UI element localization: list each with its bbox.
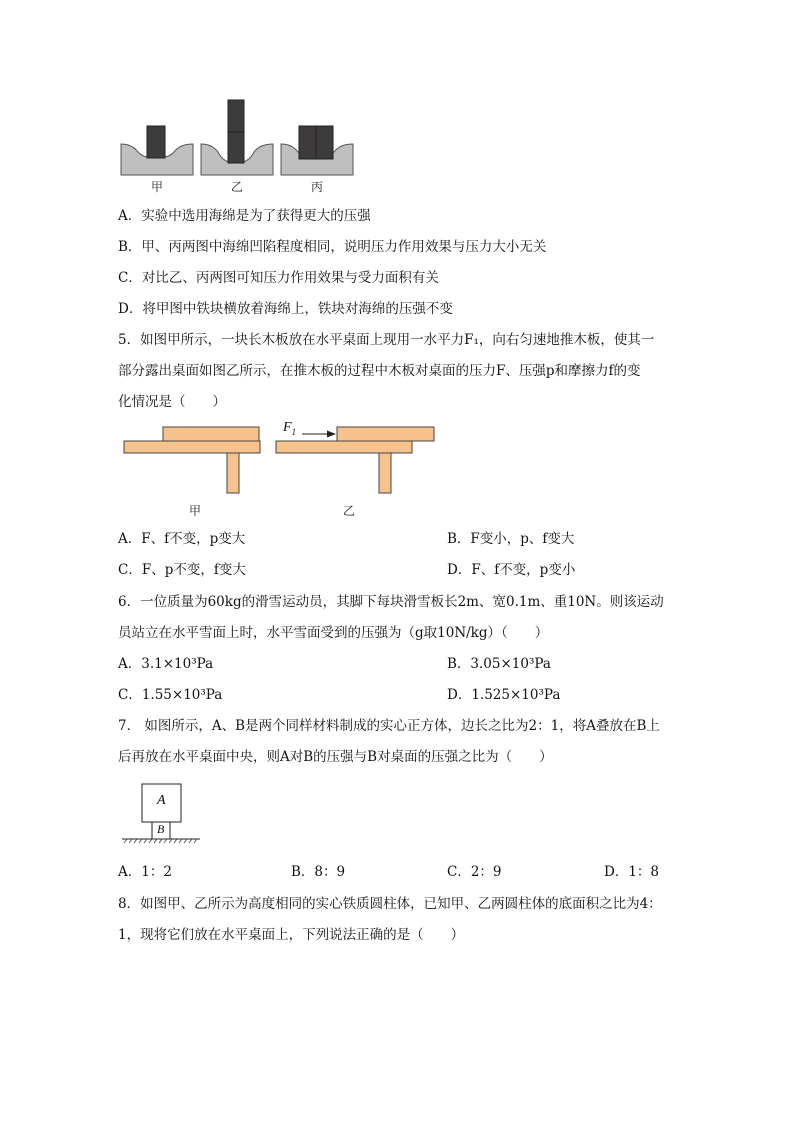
sponge-yi [201,100,273,175]
q6-option-b: B．3.05×10³Pa [447,656,551,672]
q7-option-b: B．8：9 [291,864,346,880]
q7-option-c: C．2：9 [447,864,502,880]
q6-stem-line-1: 6．一位质量为60kg的滑雪运动员，其脚下每块滑雪板长2m、宽0.1m、重10N。则该运动 [118,594,664,610]
q6-option-c: C．1.55×10³Pa [118,687,223,703]
q6-stem-line-2: 员站立在水平雪面上时，水平雪面受到的压强为（g取10N/kg）（ ） [118,625,549,641]
q4-option-b: B．甲、丙两图中海绵凹陷程度相同，说明压力作用效果与压力大小无关 [118,239,547,255]
cube-a-label: A [157,793,166,808]
q7-option-d: D．1：8 [604,864,660,880]
q6-option-a: A．3.1×10³Pa [118,656,214,672]
q7-stem-line-2: 后再放在水平桌面中央，则A对B的压强与B对桌面的压强之比为（ ） [118,749,553,765]
fig-label-jia: 甲 [151,180,164,194]
sponge-jia [121,126,193,175]
q5-stem-line-2: 部分露出桌面如图乙所示，在推木板的过程中木板对桌面的压力F、压强p和摩擦力f的变 [118,363,641,379]
q5-fig-label-yi: 乙 [343,504,356,518]
q7-stem-line-1: 7． 如图所示，A、B是两个同样材料制成的实心正方体，边长之比为2：1，将A叠放在B上 [118,718,660,734]
q5-option-b: B．F变小，p、f变大 [447,531,575,547]
q4-option-c: C．对比乙、丙两图可知压力作用效果与受力面积有关 [118,270,439,286]
q5-stem-line-3: 化情况是（ ） [118,394,226,410]
q5-option-d: D．F、f不变，p变小 [447,562,576,578]
q4-option-a: A．实验中选用海绵是为了获得更大的压强 [118,208,371,224]
q5-option-c: C．F、p不变，f变大 [118,562,246,578]
fig-label-yi: 乙 [231,180,244,194]
sponge-experiment-figure [118,96,358,176]
q7-option-a: A．1：2 [118,864,172,880]
q5-stem-line-1: 5．如图甲所示，一块长木板放在水平桌面上现用一水平力F₁，向右匀速地推木板，使其一 [118,332,655,348]
q5-option-a: A．F、f不变，p变大 [118,531,246,547]
force-f-letter: F [283,420,292,435]
fig-label-bing: 丙 [311,180,324,194]
cube-b-label: B [157,822,165,836]
q6-option-d: D．1.525×10³Pa [447,687,561,703]
q8-stem-line-2: 1，现将它们放在水平桌面上，下列说法正确的是（ ） [118,927,465,943]
q4-option-d: D．将甲图中铁块横放着海绵上，铁块对海绵的压强不变 [118,301,453,317]
force-subscript: 1 [291,426,297,437]
q8-stem-line-1: 8．如图甲、乙所示为高度相同的实心铁质圆柱体，已知甲、乙两圆柱体的底面积之比为4： [118,896,662,912]
q5-fig-label-jia: 甲 [189,504,202,518]
board-table-figure [122,422,442,498]
sponge-bing [281,126,353,175]
force-f1-label [283,420,296,437]
